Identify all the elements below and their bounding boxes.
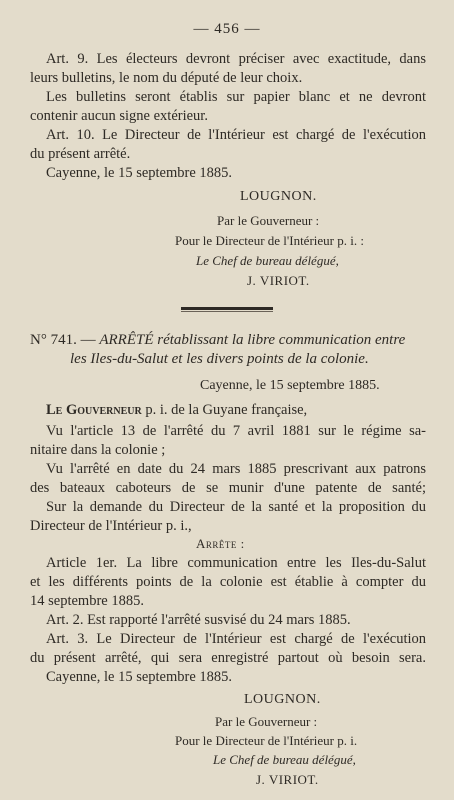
vu2-line2: des bateaux caboteurs de se munir d'une patente de santé; bbox=[30, 480, 426, 496]
signature-lougnon-1: LOUGNON. bbox=[240, 189, 317, 204]
pour-le-directeur-2: Pour le Directeur de l'Intérieur p. i. bbox=[175, 733, 358, 748]
par-le-gouverneur-2: Par le Gouverneur : bbox=[215, 714, 318, 729]
signature-viriot-2: J. VIRIOT. bbox=[256, 772, 319, 787]
art2-line: Art. 2. Est rapporté l'arrêté susvisé du 24 mars 1885. bbox=[46, 612, 351, 628]
decree-arrete-word: ARRÊTÉ bbox=[99, 332, 154, 348]
date-part2-top: Cayenne, le 15 septembre 1885. bbox=[200, 378, 380, 393]
date-part1: Cayenne, le 15 septembre 1885. bbox=[46, 165, 233, 181]
vu1-line2: nitaire dans la colonie ; bbox=[30, 442, 166, 458]
bulletins-line2: contenir aucun signe extérieur. bbox=[30, 108, 208, 124]
governor-line bbox=[46, 401, 307, 419]
chef-de-bureau-1: Le Chef de bureau délégué, bbox=[196, 253, 339, 268]
decree-heading-line2: les Iles-du-Salut et les divers points de la colonie. bbox=[70, 351, 369, 367]
pour-le-directeur-1: Pour le Directeur de l'Intérieur p. i. : bbox=[175, 233, 364, 248]
art1-line1: Article 1er. La libre communication entre les Iles-du-Salut bbox=[46, 555, 426, 571]
chef-de-bureau-2: Le Chef de bureau délégué, bbox=[213, 752, 356, 767]
section-divider bbox=[181, 307, 273, 310]
art9-line1: Art. 9. Les électeurs devront préciser avec exactitude, dans bbox=[46, 51, 426, 67]
decree-heading-rest: rétablissant la libre communication entre bbox=[157, 332, 406, 348]
art10-line2: du présent arrêté. bbox=[30, 146, 131, 162]
art3-line2: du présent arrêté, qui sera enregistré partout où besoin sera. bbox=[30, 650, 426, 666]
page-number: — 456 — bbox=[193, 21, 261, 37]
sur-line2: Directeur de l'Intérieur p. i., bbox=[30, 518, 192, 534]
par-le-gouverneur-1: Par le Gouverneur : bbox=[217, 213, 320, 228]
art10-line1: Art. 10. Le Directeur de l'Intérieur est chargé de l'exécution bbox=[46, 127, 426, 143]
decree-number: N° 741. — bbox=[30, 332, 96, 348]
art9-line2: leurs bulletins, le nom du député de leur choix. bbox=[30, 70, 303, 86]
arrete-label: Arrête : bbox=[196, 536, 245, 551]
vu1-line1: Vu l'article 13 de l'arrêté du 7 avril 1881 sur le régime sa- bbox=[46, 423, 426, 439]
signature-viriot-1: J. VIRIOT. bbox=[247, 273, 310, 288]
sur-line1: Sur la demande du Directeur de la santé et la proposition du bbox=[46, 499, 426, 515]
vu2-line1: Vu l'arrêté en date du 24 mars 1885 prescrivant aux patrons bbox=[46, 461, 426, 477]
art1-line3: 14 septembre 1885. bbox=[30, 593, 144, 609]
signature-lougnon-2: LOUGNON. bbox=[244, 692, 321, 707]
bulletins-line1: Les bulletins seront établis sur papier blanc et ne devront bbox=[46, 89, 426, 105]
decree-heading-line1 bbox=[30, 331, 405, 349]
art1-line2: et les différents points de la colonie est établie à compter du bbox=[30, 574, 426, 590]
date-part2-bottom: Cayenne, le 15 septembre 1885. bbox=[46, 669, 233, 685]
art3-line1: Art. 3. Le Directeur de l'Intérieur est chargé de l'exécution bbox=[46, 631, 426, 647]
governor-rest: p. i. de la Guyane française, bbox=[141, 402, 308, 418]
governor-title: Le Gouverneur bbox=[46, 402, 142, 418]
